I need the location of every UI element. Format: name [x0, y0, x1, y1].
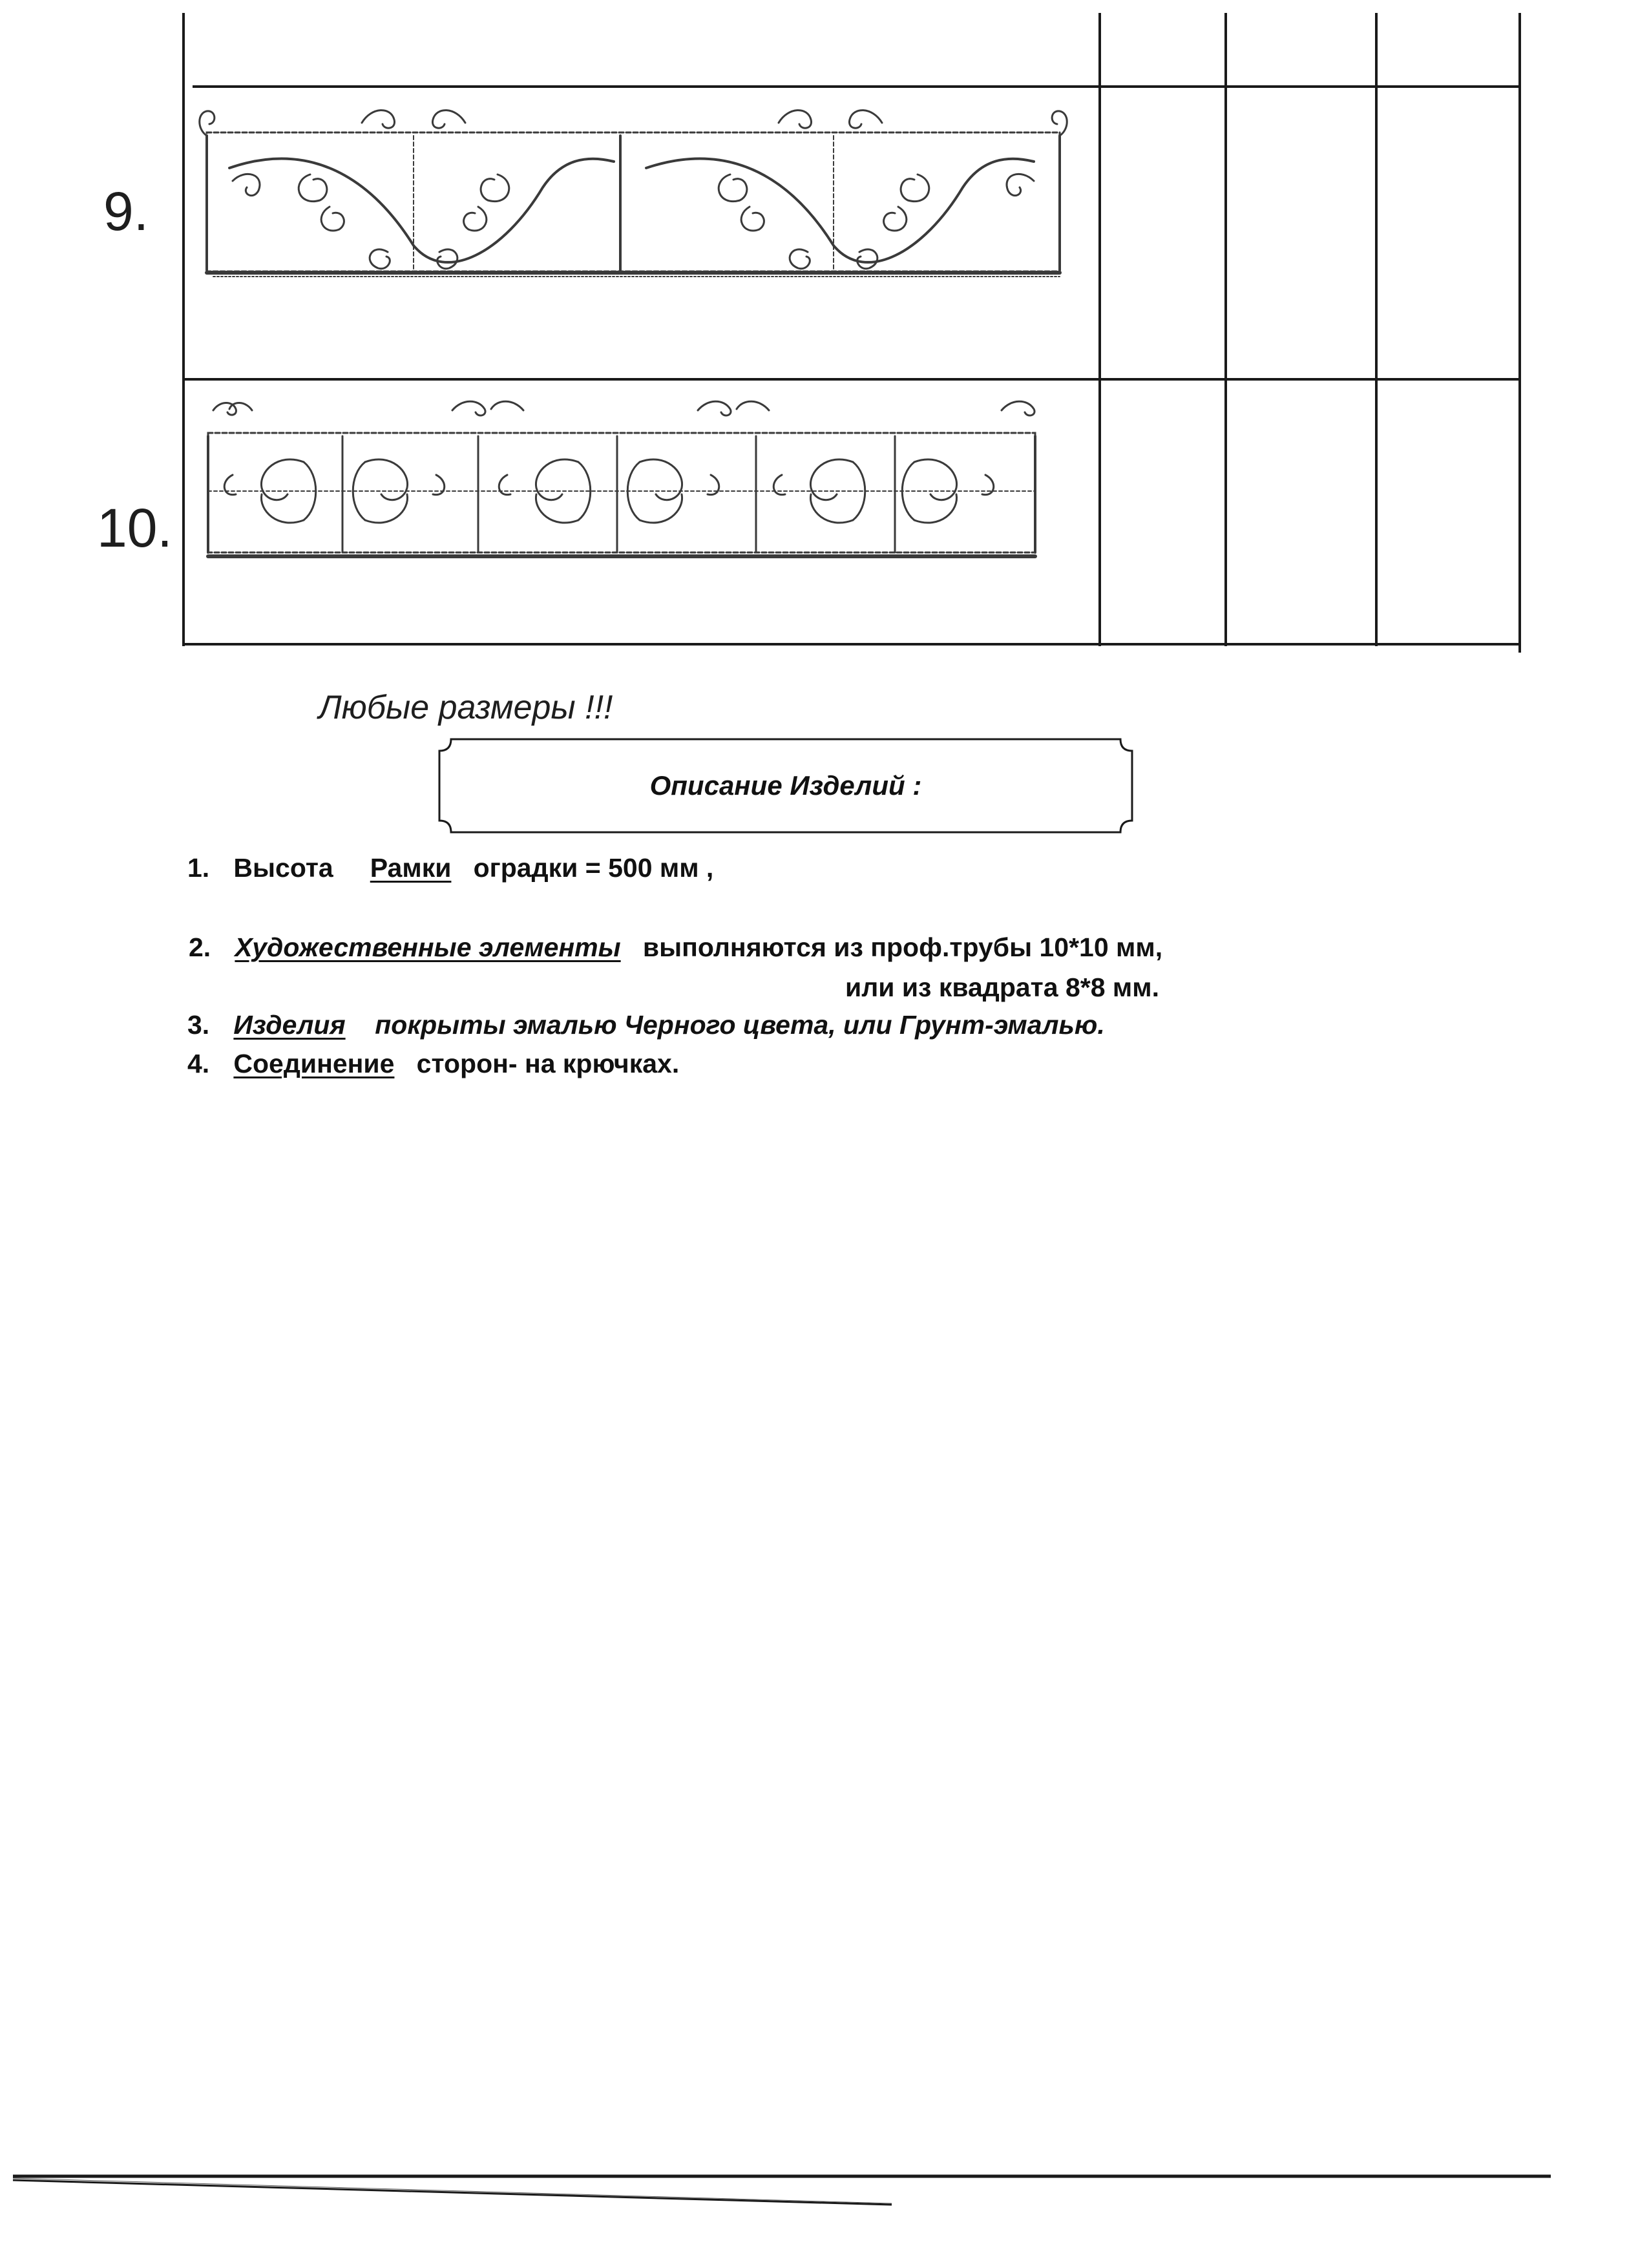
- spec-item-4-number: 4.: [187, 1049, 210, 1078]
- table-divider-col-3: [1375, 13, 1378, 646]
- table-divider-col-2: [1224, 13, 1227, 646]
- spec-item-4-after: сторон- на крючках.: [416, 1049, 680, 1078]
- spec-item-3-number: 3.: [187, 1010, 210, 1040]
- spec-item-3-middle: покрыты эмалью Черного цвета, или Грунт-эмалью.: [375, 1010, 1105, 1040]
- spec-item-2-number: 2.: [189, 932, 211, 962]
- spec-item-3: [187, 1010, 1105, 1040]
- fence-drawing-9: [194, 97, 1073, 284]
- spec-item-2: [189, 932, 1162, 963]
- spec-item-1-number: 1.: [187, 853, 210, 883]
- spec-item-2-after: выполняются из проф.трубы 10*10 мм,: [642, 932, 1163, 962]
- table-row-line-bottom: [182, 643, 1521, 646]
- spec-item-2-line2: или из квадрата 8*8 мм.: [845, 972, 1159, 1002]
- table-row-line-top: [193, 85, 1521, 88]
- table-border-left: [182, 13, 185, 646]
- table-border-right: [1518, 13, 1521, 653]
- row-number-10: 10.: [97, 498, 173, 558]
- spec-item-2-underlined: Художественные элементы: [235, 932, 621, 962]
- spec-item-1-after: оградки = 500 мм ,: [473, 853, 714, 883]
- any-sizes-note: Любые размеры !!!: [319, 689, 613, 726]
- table-row-line-middle: [185, 378, 1521, 381]
- spec-item-1: [187, 853, 713, 883]
- spec-item-4: [187, 1049, 679, 1079]
- table-divider-col-1: [1098, 13, 1101, 646]
- spec-item-3-underlined: Изделия: [233, 1010, 346, 1040]
- row-number-9: 9.: [103, 181, 149, 242]
- description-title: Описание Изделий :: [649, 770, 922, 801]
- spec-item-1-before: Высота: [233, 853, 333, 883]
- fence-drawing-10: [200, 391, 1047, 565]
- spec-item-4-underlined: Соединение: [233, 1049, 395, 1078]
- bottom-rule: [0, 2171, 1649, 2223]
- spec-item-1-underlined: Рамки: [370, 853, 452, 883]
